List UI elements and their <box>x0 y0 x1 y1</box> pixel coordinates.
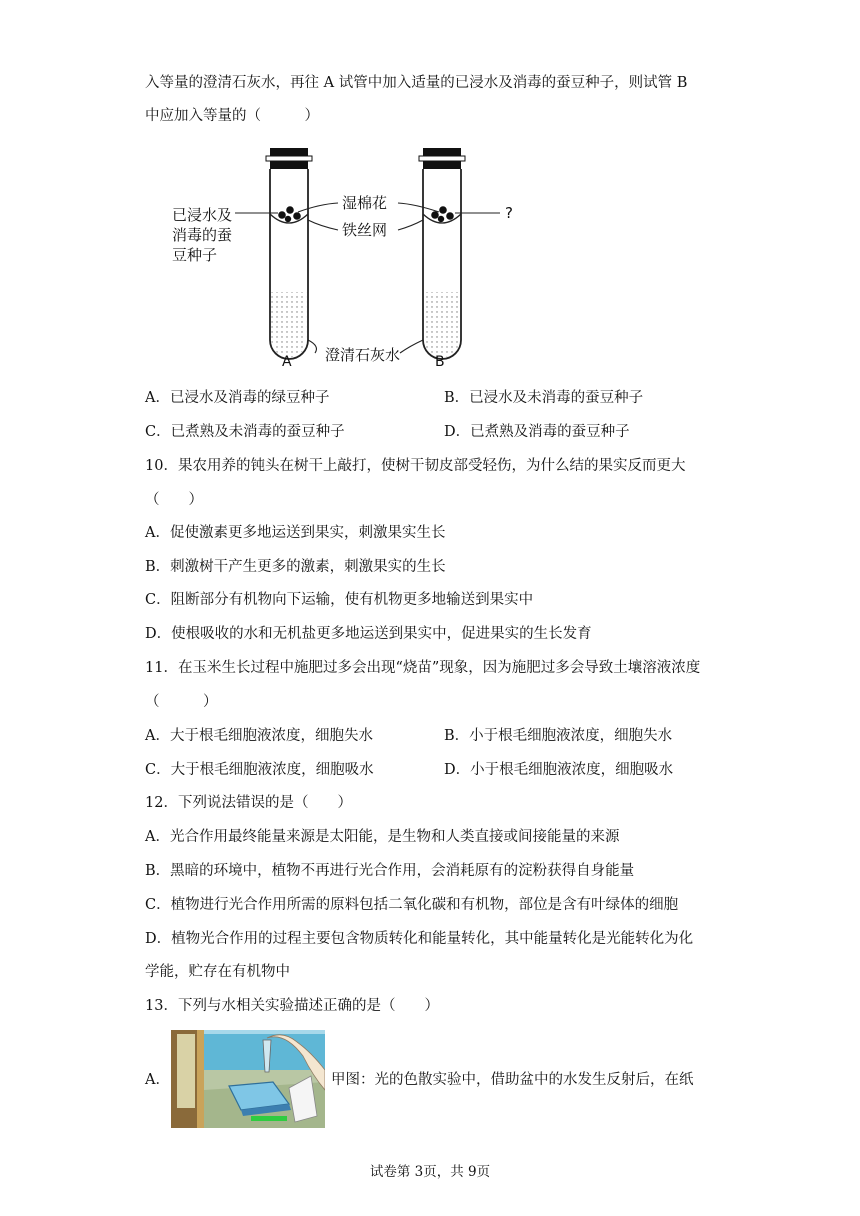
q9-option-d: D．已煮熟及消毒的蚕豆种子 <box>444 424 630 440</box>
label-limewater: 澄清石灰水 <box>325 346 401 364</box>
q13-option-a-label: A． <box>145 1072 170 1088</box>
q11-option-a: A．大于根毛细胞液浓度，细胞失水 <box>145 728 373 744</box>
q10-stem: 10．果农用养的钝头在树干上敲打，使树干韧皮部受轻伤，为什么结的果实反而更大 <box>145 458 686 474</box>
q12-option-b: B．黑暗的环境中，植物不再进行光合作用，会消耗原有的淀粉获得自身能量 <box>145 863 635 879</box>
q12-option-c: C．植物进行光合作用所需的原料包括二氧化碳和有机物，部位是含有叶绿体的细胞 <box>145 897 679 913</box>
tube-a <box>266 148 312 359</box>
q13-option-a-text: 甲图：光的色散实验中，借助盆中的水发生反射后，在纸 <box>331 1072 694 1088</box>
q10-paren: （ ） <box>145 492 203 508</box>
q9-option-a: A．已浸水及消毒的绿豆种子 <box>145 390 330 406</box>
q13-stem: 13．下列与水相关实验描述正确的是（ ） <box>145 998 439 1014</box>
label-seeds-line-1: 已浸水及 <box>172 206 233 224</box>
q11-paren: （ ） <box>145 694 218 710</box>
tube-b <box>419 148 465 359</box>
q12-option-a: A．光合作用最终能量来源是太阳能，是生物和人类直接或间接能量的来源 <box>145 829 620 845</box>
q12-option-d-line-1: D．植物光合作用的过程主要包含物质转化和能量转化，其中能量转化是光能转化为化 <box>145 931 694 947</box>
label-wet-cotton: 湿棉花 <box>342 194 388 212</box>
q11-option-c: C．大于根毛细胞液浓度，细胞吸水 <box>145 762 374 778</box>
test-tube-diagram <box>160 140 540 370</box>
label-wire-mesh: 铁丝网 <box>342 221 388 239</box>
intro-line-1: 入等量的澄清石灰水，再往 A 试管中加入适量的已浸水及消毒的蚕豆种子，则试管 B <box>145 75 688 91</box>
page-footer: 试卷第 3页，共 9页 <box>369 1164 491 1180</box>
label-seeds-line-3: 豆种子 <box>172 246 218 264</box>
q11-option-b: B．小于根毛细胞液浓度，细胞失水 <box>444 728 673 744</box>
intro-line-2: 中应加入等量的（ ） <box>145 108 319 124</box>
q11-stem: 11．在玉米生长过程中施肥过多会出现“烧苗”现象，因为施肥过多会导致土壤溶液浓度 <box>145 660 701 676</box>
label-tube-b: B <box>435 354 445 370</box>
q9-option-b: B．已浸水及未消毒的蚕豆种子 <box>444 390 644 406</box>
dispersion-experiment-photo <box>171 1030 325 1128</box>
q12-stem: 12．下列说法错误的是（ ） <box>145 795 352 811</box>
label-seeds-line-2: 消毒的蚕 <box>172 226 233 244</box>
label-unknown-contents: ? <box>505 204 513 222</box>
label-tube-a: A <box>282 354 292 370</box>
q11-option-d: D．小于根毛细胞液浓度，细胞吸水 <box>444 762 674 778</box>
q9-option-c: C．已煮熟及未消毒的蚕豆种子 <box>145 424 345 440</box>
q10-option-b: B．刺激树干产生更多的激素，刺激果实的生长 <box>145 559 446 575</box>
q10-option-c: C．阻断部分有机物向下运输，使有机物更多地输送到果实中 <box>145 592 534 608</box>
q10-option-d: D．使根吸收的水和无机盐更多地运送到果实中，促进果实的生长发育 <box>145 626 592 642</box>
q10-option-a: A．促使激素更多地运送到果实，刺激果实生长 <box>145 525 446 541</box>
q12-option-d-line-2: 学能，贮存在有机物中 <box>145 964 290 980</box>
